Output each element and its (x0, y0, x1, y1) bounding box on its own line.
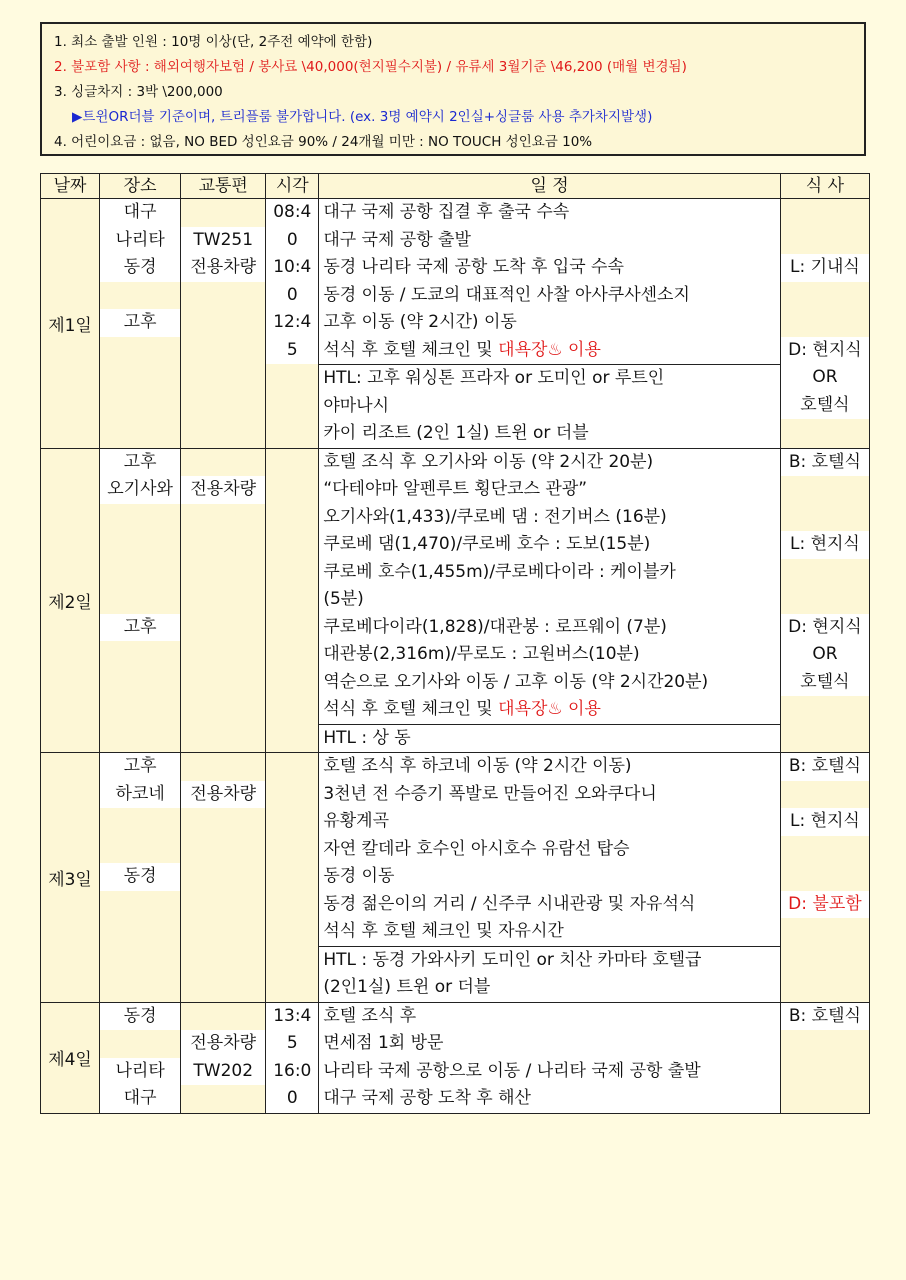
cell-line: 전용차량 (181, 254, 265, 282)
schedule-line-dinner (319, 337, 780, 365)
meal-line (781, 586, 869, 614)
schedule-cell (319, 753, 781, 1003)
cell-line (266, 419, 318, 447)
cell-line: 5 (266, 337, 318, 365)
meal-line (781, 836, 869, 864)
meal-line: D: 현지식 (781, 337, 869, 365)
meal-line: L: 기내식 (781, 254, 869, 282)
hotel-line: (2인1실) 트윈 or 더블 (319, 974, 780, 1002)
schedule-line: 역순으로 오기사와 이동 / 고후 이동 (약 2시간20분) (319, 669, 780, 697)
cell-line (181, 669, 265, 697)
cell-line (181, 586, 265, 614)
cell-line (181, 531, 265, 559)
cell-line: 0 (266, 282, 318, 310)
meal-cell (780, 1002, 869, 1113)
meal-line: L: 현지식 (781, 808, 869, 836)
cell-line: 16:0 (266, 1058, 318, 1086)
cell-line (181, 1003, 265, 1031)
hotel-line: HTL : 동경 가와사키 도미인 or 치산 카마타 호텔급 (319, 947, 780, 975)
meal-line: OR (781, 364, 869, 392)
place-cell (100, 753, 181, 1003)
hotel-line: HTL: 고후 워싱톤 프라자 or 도미인 or 루트인 (319, 365, 780, 393)
cell-line: 나리타 (100, 227, 180, 255)
cell-line: 12:4 (266, 309, 318, 337)
day-row (41, 448, 870, 753)
meal-line (781, 724, 869, 752)
note-min-people: 1. 최소 출발 인원 : 10명 이상(단, 2주전 예약에 한함) (54, 34, 373, 50)
meal-line: L: 현지식 (781, 531, 869, 559)
cell-line (100, 724, 180, 752)
cell-line (100, 946, 180, 974)
table-header-row (41, 174, 870, 199)
itinerary-table (40, 173, 870, 1114)
meal-cell (780, 753, 869, 1003)
cell-line (100, 669, 180, 697)
cell-line (181, 504, 265, 532)
schedule-line: 쿠로베 댐(1,470)/쿠로베 호수 : 도보(15분) (319, 531, 780, 559)
cell-line (181, 309, 265, 337)
day-row (41, 199, 870, 449)
cell-line (100, 836, 180, 864)
time-cell (266, 1002, 319, 1113)
schedule-line: 나리타 국제 공항으로 이동 / 나리타 국제 공항 출발 (319, 1058, 780, 1086)
cell-line (100, 641, 180, 669)
cell-line (100, 918, 180, 946)
hotel-block (319, 364, 780, 448)
meal-line (781, 199, 869, 227)
cell-line (181, 918, 265, 946)
cell-line: 동경 (100, 1003, 180, 1031)
cell-line (181, 753, 265, 781)
meal-line (781, 1030, 869, 1058)
cell-line (181, 449, 265, 477)
schedule-line: 석식 후 호텔 체크인 및 자유시간 (319, 918, 780, 946)
cell-line (181, 199, 265, 227)
schedule-cell (319, 448, 781, 753)
cell-line (100, 392, 180, 420)
cell-line (100, 559, 180, 587)
cell-line: 고후 (100, 309, 180, 337)
notes-box (40, 22, 866, 156)
bath-text: 대욕장♨ 이용 (498, 339, 601, 360)
day-label: 제2일 (41, 448, 100, 753)
transport-cell (181, 753, 266, 1003)
cell-line (181, 1085, 265, 1113)
schedule-line: 3천년 전 수증기 폭발로 만들어진 오와쿠다니 (319, 781, 780, 809)
schedule-line: 동경 이동 / 도쿄의 대표적인 사찰 아사쿠사센소지 (319, 282, 780, 310)
cell-line (181, 973, 265, 1001)
schedule-line: 호텔 조식 후 하코네 이동 (약 2시간 이동) (319, 753, 780, 781)
time-cell (266, 753, 319, 1003)
header-schedule: 일 정 (319, 174, 781, 199)
place-cell (100, 199, 181, 449)
meal-line (781, 696, 869, 724)
schedule-cell (319, 1002, 781, 1113)
meal-line: 호텔식 (781, 392, 869, 420)
schedule-line: 동경 이동 (319, 863, 780, 891)
schedule-line: 대구 국제 공항 출발 (319, 227, 780, 255)
cell-line (181, 392, 265, 420)
note-single-charge: 3. 싱글차지 : 3박 \200,000 (54, 84, 223, 100)
cell-line (181, 808, 265, 836)
cell-line: 고후 (100, 753, 180, 781)
schedule-line: 고후 이동 (약 2시간) 이동 (319, 309, 780, 337)
time-cell (266, 448, 319, 753)
place-cell (100, 1002, 181, 1113)
cell-line: 대구 (100, 1085, 180, 1113)
meal-line: OR (781, 641, 869, 669)
cell-line (100, 531, 180, 559)
cell-line (100, 504, 180, 532)
cell-line: 전용차량 (181, 781, 265, 809)
schedule-line: 대구 국제 공항 도착 후 해산 (319, 1085, 780, 1113)
transport-cell (181, 1002, 266, 1113)
place-cell (100, 448, 181, 753)
schedule-line: 호텔 조식 후 (319, 1003, 780, 1031)
meal-line (781, 419, 869, 447)
dinner-text: 석식 후 호텔 체크인 및 (323, 339, 499, 360)
meal-line (781, 1085, 869, 1113)
cell-line: 10:4 (266, 254, 318, 282)
day-label: 제1일 (41, 199, 100, 449)
header-time: 시각 (266, 174, 319, 199)
schedule-line: 오기사와(1,433)/쿠로베 댐 : 전기버스 (16분) (319, 504, 780, 532)
schedule-line: 면세점 1회 방문 (319, 1030, 780, 1058)
cell-line: 동경 (100, 254, 180, 282)
cell-line: 0 (266, 1085, 318, 1113)
cell-line (100, 364, 180, 392)
cell-line: 전용차량 (181, 1030, 265, 1058)
day-label: 제4일 (41, 1002, 100, 1113)
cell-line (181, 419, 265, 447)
schedule-line: 동경 나리타 국제 공항 도착 후 입국 수속 (319, 254, 780, 282)
note-room-rule: ▶트윈OR더블 기준이며, 트리플룸 불가합니다. (ex. 3명 예약시 2인실+싱글룸 사용 추가차지발생) (72, 109, 653, 125)
cell-line (181, 337, 265, 365)
cell-line (100, 282, 180, 310)
hotel-block (319, 724, 780, 753)
cell-line: 동경 (100, 863, 180, 891)
day-row (41, 1002, 870, 1113)
meal-line (781, 973, 869, 1001)
meal-cell (780, 199, 869, 449)
header-transport: 교통편 (181, 174, 266, 199)
schedule-cell (319, 199, 781, 449)
cell-line (266, 364, 318, 392)
cell-line: TW202 (181, 1058, 265, 1086)
cell-line: 고후 (100, 449, 180, 477)
meal-line (781, 918, 869, 946)
day-row (41, 753, 870, 1003)
cell-line: 13:4 (266, 1003, 318, 1031)
meal-line (781, 781, 869, 809)
bath-text: 대욕장♨ 이용 (498, 699, 601, 719)
meal-line (781, 946, 869, 974)
schedule-line: 호텔 조식 후 오기사와 이동 (약 2시간 20분) (319, 449, 780, 477)
schedule-line-dinner (319, 696, 780, 724)
cell-line: 하코네 (100, 781, 180, 809)
meal-line: B: 호텔식 (781, 449, 869, 477)
meal-line (781, 476, 869, 504)
cell-line: 전용차량 (181, 476, 265, 504)
hotel-block (319, 946, 780, 1002)
cell-line (181, 836, 265, 864)
meal-line: D: 현지식 (781, 614, 869, 642)
schedule-line: (5분) (319, 586, 780, 614)
meal-line (781, 863, 869, 891)
meal-line: B: 호텔식 (781, 1003, 869, 1031)
hotel-line: HTL : 상 동 (319, 725, 780, 753)
meal-line (781, 227, 869, 255)
time-cell (266, 199, 319, 449)
meal-line: D: 불포함 (781, 891, 869, 919)
cell-line: 오기사와 (100, 476, 180, 504)
cell-line (181, 364, 265, 392)
note-excluded: 2. 불포함 사항 : 해외여행자보험 / 봉사료 \40,000(현지필수지불) / 유류세 3월기준 \46,200 (매월 변경됨) (54, 59, 687, 75)
hotel-line: 카이 리조트 (2인 1실) 트윈 or 더블 (319, 420, 780, 448)
cell-line (100, 696, 180, 724)
header-place: 장소 (100, 174, 181, 199)
cell-line (100, 337, 180, 365)
cell-line (100, 1030, 180, 1058)
cell-line: 고후 (100, 614, 180, 642)
cell-line (181, 724, 265, 752)
cell-line: 0 (266, 227, 318, 255)
meal-line (781, 282, 869, 310)
schedule-line: 쿠로베 호수(1,455m)/쿠로베다이라 : 케이블카 (319, 559, 780, 587)
cell-line: 5 (266, 1030, 318, 1058)
meal-line (781, 559, 869, 587)
header-day: 날짜 (41, 174, 100, 199)
meal-line (781, 504, 869, 532)
schedule-line: “다테야마 알펜루트 횡단코스 관광” (319, 476, 780, 504)
transport-cell (181, 448, 266, 753)
dinner-text: 석식 후 호텔 체크인 및 (323, 699, 499, 719)
cell-line (100, 808, 180, 836)
meal-cell (780, 448, 869, 753)
note-child-fare: 4. 어린이요금 : 없음, NO BED 성인요금 90% / 24개월 미만 : NO TOUCH 성인요금 10% (54, 134, 593, 150)
cell-line: TW251 (181, 227, 265, 255)
transport-cell (181, 199, 266, 449)
cell-line (181, 282, 265, 310)
meal-line (781, 1058, 869, 1086)
cell-line (181, 863, 265, 891)
cell-line (181, 696, 265, 724)
header-meal: 식 사 (780, 174, 869, 199)
schedule-line: 대관봉(2,316m)/무로도 : 고원버스(10분) (319, 641, 780, 669)
cell-line (100, 973, 180, 1001)
cell-line: 08:4 (266, 199, 318, 227)
cell-line (181, 891, 265, 919)
cell-line: 나리타 (100, 1058, 180, 1086)
cell-line (181, 559, 265, 587)
cell-line (100, 891, 180, 919)
cell-line (181, 946, 265, 974)
cell-line (100, 419, 180, 447)
day-label: 제3일 (41, 753, 100, 1003)
cell-line: 대구 (100, 199, 180, 227)
schedule-line: 자연 칼데라 호수인 아시호수 유람선 탑승 (319, 836, 780, 864)
meal-line (781, 309, 869, 337)
meal-line: 호텔식 (781, 669, 869, 697)
cell-line (181, 614, 265, 642)
schedule-line: 대구 국제 공항 집결 후 출국 수속 (319, 199, 780, 227)
meal-line: B: 호텔식 (781, 753, 869, 781)
cell-line (266, 392, 318, 420)
cell-line (100, 586, 180, 614)
schedule-line: 쿠로베다이라(1,828)/대관봉 : 로프웨이 (7분) (319, 614, 780, 642)
hotel-line: 야마나시 (319, 393, 780, 421)
schedule-line: 유황계곡 (319, 808, 780, 836)
cell-line (181, 641, 265, 669)
schedule-line: 동경 젊은이의 거리 / 신주쿠 시내관광 및 자유석식 (319, 891, 780, 919)
